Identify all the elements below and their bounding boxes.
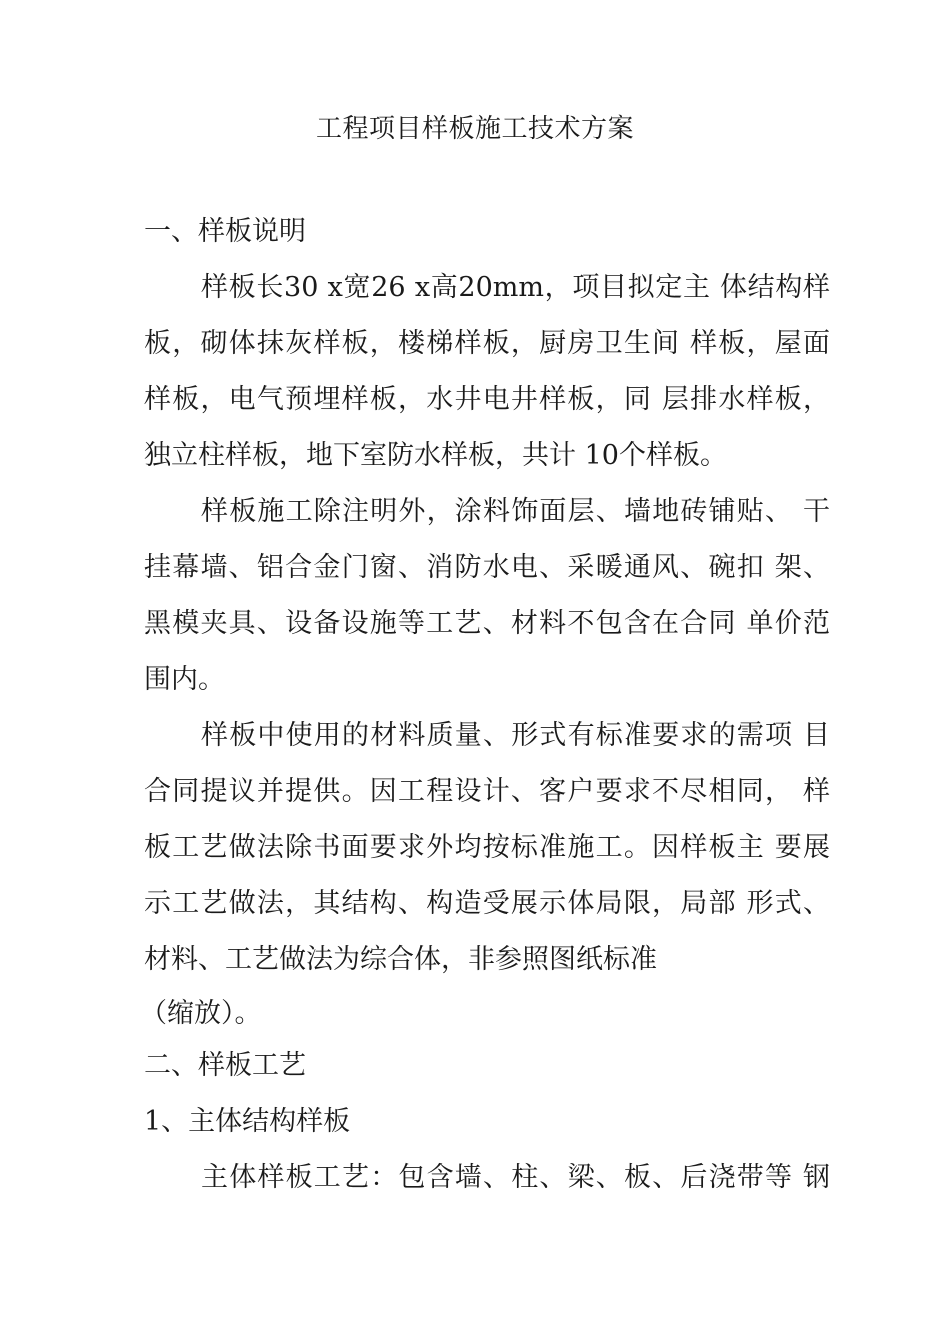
paragraph-line: 围内。 xyxy=(144,664,225,695)
paragraph-line: 样板施工除注明外，涂料饰面层、墙地砖铺贴、 干 xyxy=(201,496,830,527)
paragraph-line: 板，砌体抹灰样板，楼梯样板，厨房卫生间 样板，屋面 xyxy=(144,328,830,359)
section-heading-1: 一、样板说明 xyxy=(144,216,306,247)
paragraph-line: 合同提议并提供。因工程设计、客户要求不尽相同， 样 xyxy=(144,776,830,807)
paragraph-line: 样板中使用的材料质量、形式有标准要求的需项 目 xyxy=(201,720,830,751)
paragraph-line: 黑模夹具、设备设施等工艺、材料不包含在合同 单价范 xyxy=(144,608,830,639)
paragraph-line: 挂幕墙、铝合金门窗、消防水电、采暖通风、碗扣 架、 xyxy=(144,552,830,583)
paragraph-line: 样板，电气预埋样板，水井电井样板，同 层排水样板， xyxy=(144,384,830,415)
paragraph-line: 独立柱样板，地下室防水样板，共计 10个样板。 xyxy=(144,440,727,471)
paragraph-line: 主体样板工艺：包含墙、柱、梁、板、后浇带等 钢 xyxy=(201,1162,830,1193)
section-heading-2: 二、样板工艺 xyxy=(144,1050,306,1081)
paragraph-line: 材料、工艺做法为综合体，非参照图纸标准 xyxy=(144,944,657,975)
paragraph-line: （缩放）。 xyxy=(140,998,262,1029)
paragraph-line: 样板长30 x宽26 x高20mm，项目拟定主 体结构样 xyxy=(201,272,830,303)
paragraph-line: 板工艺做法除书面要求外均按标准施工。因样板主 要展 xyxy=(144,832,830,863)
paragraph-line: 示工艺做法，其结构、构造受展示体局限，局部 形式、 xyxy=(144,888,830,919)
subsection-heading: 1、主体结构样板 xyxy=(144,1106,351,1137)
document-title: 工程项目样板施工技术方案 xyxy=(315,114,634,144)
